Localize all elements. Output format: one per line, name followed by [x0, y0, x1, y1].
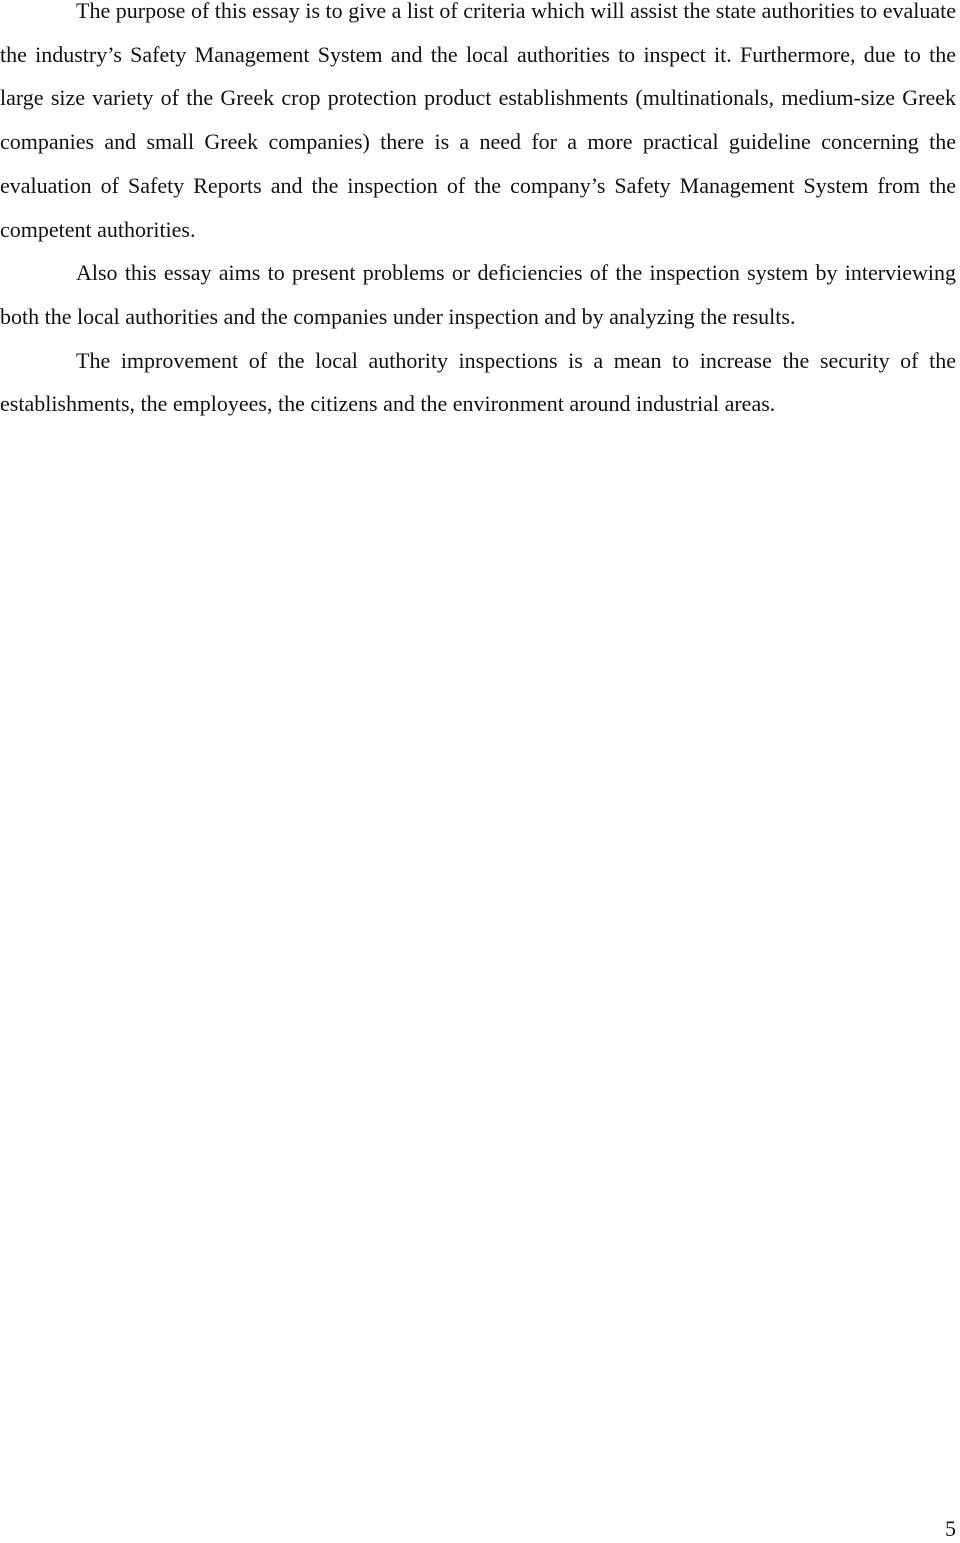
paragraph-purpose: The purpose of this essay is to give a list of criteria which will assist the state authorities to evaluate the industry’s Safety Management System and the local authorities to inspect it. Furthermore, due to the large size variety of the Greek crop protection product establishments (multinationals, medium-size Greek companies and small Greek companies) there is a need for a more practical guideline concerning the evaluation of Safety Reports and the inspection of the company’s Safety Management System from the competent authorities. [0, 0, 956, 242]
body-text [0, 0, 956, 426]
page-number: 5 [945, 1516, 956, 1541]
paragraph-aims: Also this essay aims to present problems or deficiencies of the inspection system by interviewing both the local authorities and the companies under inspection and by analyzing the results. [0, 260, 956, 329]
paragraph-improvement: The improvement of the local authority inspections is a mean to increase the security of the establishments, the employees, the citizens and the environment around industrial areas. [0, 347, 956, 417]
